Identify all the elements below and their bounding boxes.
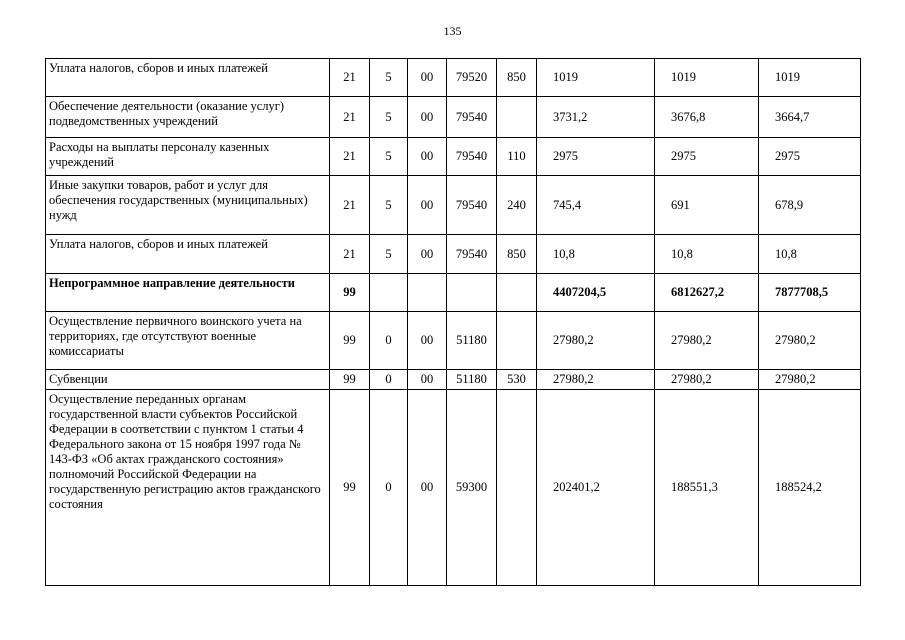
row-amount-year2: 27980,2 (655, 370, 759, 390)
row-subsection: 5 (370, 59, 408, 97)
row-direction: 79520 (447, 59, 497, 97)
row-subsection: 0 (370, 312, 408, 370)
row-amount-year2: 6812627,2 (655, 274, 759, 312)
row-subsection: 5 (370, 138, 408, 176)
row-expense-type: 240 (497, 176, 537, 235)
row-amount-year3: 3664,7 (759, 97, 861, 138)
row-section: 21 (330, 235, 370, 274)
row-subsection: 0 (370, 390, 408, 586)
row-name: Обеспечение деятельности (оказание услуг) подведомственных учреждений (46, 97, 330, 138)
row-amount-year3: 27980,2 (759, 370, 861, 390)
table-row (46, 235, 861, 274)
table-row (46, 176, 861, 235)
row-program: 00 (408, 390, 447, 586)
row-section: 99 (330, 274, 370, 312)
row-expense-type (497, 274, 537, 312)
row-section: 21 (330, 59, 370, 97)
row-name: Уплата налогов, сборов и иных платежей (46, 235, 330, 274)
row-direction: 79540 (447, 235, 497, 274)
row-direction: 51180 (447, 370, 497, 390)
row-subsection: 0 (370, 370, 408, 390)
row-direction: 59300 (447, 390, 497, 586)
row-amount-year1: 10,8 (537, 235, 655, 274)
row-amount-year2: 10,8 (655, 235, 759, 274)
row-program: 00 (408, 138, 447, 176)
row-subsection: 5 (370, 176, 408, 235)
table-row (46, 138, 861, 176)
table-row (46, 274, 861, 312)
row-amount-year2: 1019 (655, 59, 759, 97)
row-program (408, 274, 447, 312)
row-program: 00 (408, 312, 447, 370)
table-row (46, 370, 861, 390)
budget-table (45, 58, 861, 586)
row-amount-year3: 678,9 (759, 176, 861, 235)
row-name: Субвенции (46, 370, 330, 390)
row-section: 99 (330, 370, 370, 390)
row-name: Расходы на выплаты персоналу казенных учреждений (46, 138, 330, 176)
row-direction: 79540 (447, 138, 497, 176)
row-program: 00 (408, 97, 447, 138)
row-subsection: 5 (370, 235, 408, 274)
table-row (46, 59, 861, 97)
page-number: 135 (443, 24, 462, 38)
row-subsection (370, 274, 408, 312)
row-name: Непрограммное направление деятельности (46, 274, 330, 312)
row-program: 00 (408, 59, 447, 97)
table-row (46, 390, 861, 586)
row-amount-year3: 2975 (759, 138, 861, 176)
row-amount-year1: 2975 (537, 138, 655, 176)
row-amount-year3: 10,8 (759, 235, 861, 274)
row-amount-year1: 4407204,5 (537, 274, 655, 312)
row-name: Осуществление первичного воинского учета на территориях, где отсутствуют военные комиссариаты (46, 312, 330, 370)
row-amount-year2: 691 (655, 176, 759, 235)
row-amount-year2: 188551,3 (655, 390, 759, 586)
row-amount-year3: 1019 (759, 59, 861, 97)
row-name: Уплата налогов, сборов и иных платежей (46, 59, 330, 97)
table-row (46, 312, 861, 370)
row-program: 00 (408, 235, 447, 274)
row-amount-year2: 2975 (655, 138, 759, 176)
row-expense-type: 110 (497, 138, 537, 176)
row-direction: 79540 (447, 176, 497, 235)
row-amount-year1: 202401,2 (537, 390, 655, 586)
row-amount-year3: 188524,2 (759, 390, 861, 586)
row-expense-type: 850 (497, 235, 537, 274)
row-expense-type: 850 (497, 59, 537, 97)
row-expense-type: 530 (497, 370, 537, 390)
row-direction: 79540 (447, 97, 497, 138)
row-amount-year2: 27980,2 (655, 312, 759, 370)
row-amount-year1: 3731,2 (537, 97, 655, 138)
table-row (46, 97, 861, 138)
row-amount-year3: 27980,2 (759, 312, 861, 370)
row-amount-year1: 27980,2 (537, 370, 655, 390)
row-amount-year1: 1019 (537, 59, 655, 97)
row-name: Осуществление переданных органам государственной власти субъектов Российской Федерации в соответствии с пунктом 1 статьи 4 Федерального закона от 15 ноября 1997 года № 143-ФЗ «Об актах гражданского состояния» полномочий Российской Федерации на государственную регистрацию актов гражданского состояния (46, 390, 330, 586)
row-program: 00 (408, 370, 447, 390)
row-amount-year3: 7877708,5 (759, 274, 861, 312)
row-subsection: 5 (370, 97, 408, 138)
row-expense-type (497, 390, 537, 586)
row-direction (447, 274, 497, 312)
row-name: Иные закупки товаров, работ и услуг для обеспечения государственных (муниципальных) нужд (46, 176, 330, 235)
row-section: 21 (330, 138, 370, 176)
row-expense-type (497, 97, 537, 138)
row-program: 00 (408, 176, 447, 235)
row-amount-year2: 3676,8 (655, 97, 759, 138)
row-section: 99 (330, 390, 370, 586)
row-amount-year1: 27980,2 (537, 312, 655, 370)
row-direction: 51180 (447, 312, 497, 370)
row-section: 21 (330, 97, 370, 138)
row-section: 21 (330, 176, 370, 235)
row-expense-type (497, 312, 537, 370)
row-amount-year1: 745,4 (537, 176, 655, 235)
row-section: 99 (330, 312, 370, 370)
